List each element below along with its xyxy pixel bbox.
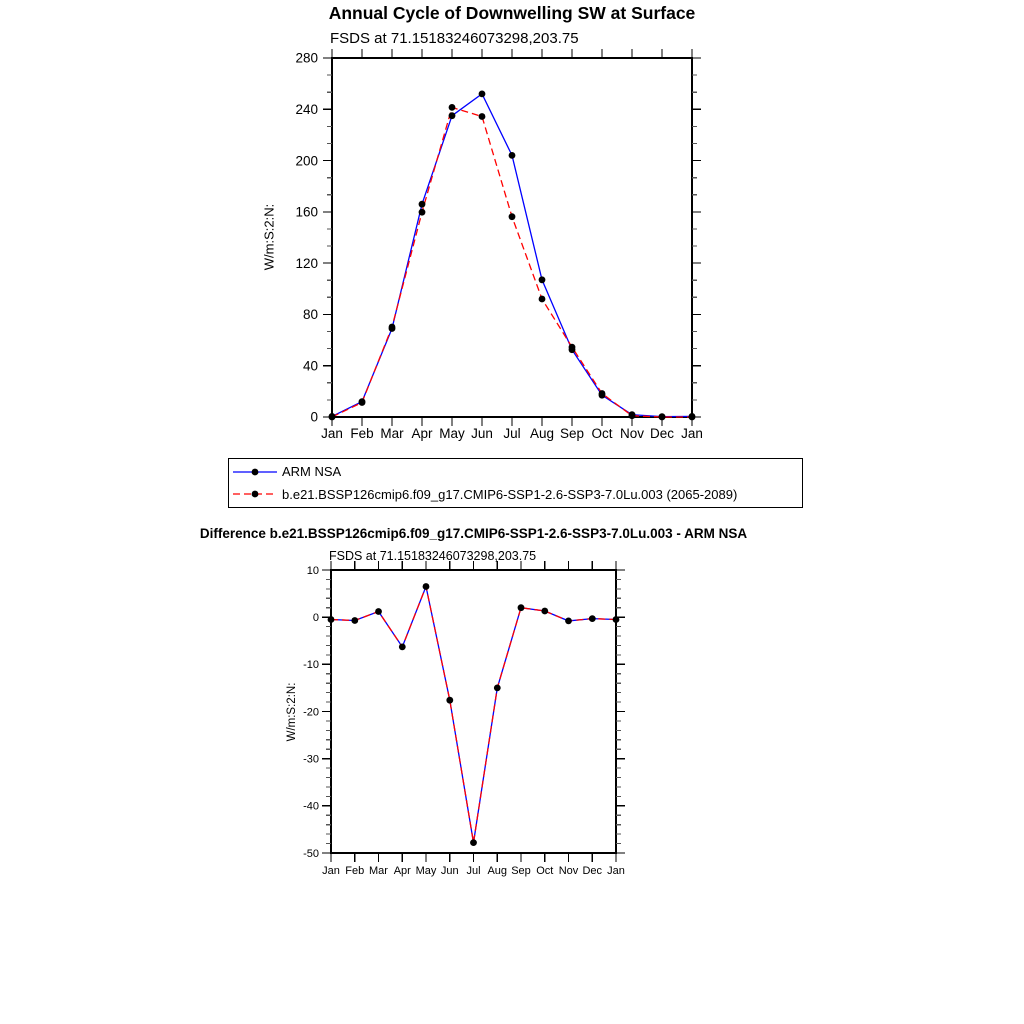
bottom-chart-marker xyxy=(565,618,572,625)
top-chart-x-tick-label: Apr xyxy=(411,426,433,441)
bottom-chart-marker xyxy=(375,608,382,615)
bottom-chart-x-tick-label: Oct xyxy=(536,865,554,877)
bottom-chart-y-tick-label: -40 xyxy=(303,800,319,813)
legend-entry-model xyxy=(232,484,802,504)
bottom-chart-marker xyxy=(351,617,358,624)
bottom-chart-x-tick-label: Nov xyxy=(558,865,579,877)
top-chart-marker xyxy=(629,412,636,419)
legend-marker-dot xyxy=(252,491,259,498)
top-chart-y-axis-label: W/m:S:2:N: xyxy=(261,203,277,271)
top-chart-series xyxy=(329,91,696,421)
bottom-chart-marker xyxy=(470,839,477,846)
top-chart-x-tick-label: Jun xyxy=(471,426,493,441)
top-chart-marker xyxy=(569,344,576,351)
bottom-chart-marker xyxy=(518,604,525,611)
bottom-chart-x-tick-label: Jan xyxy=(607,865,625,877)
legend-line-sample-solid-blue xyxy=(232,466,278,478)
bottom-chart-x-tick-label: Sep xyxy=(511,865,531,877)
top-chart-marker xyxy=(539,276,546,283)
top-chart-x-tick-label: Jan xyxy=(321,426,343,441)
bottom-chart-marker xyxy=(613,616,620,623)
bottom-chart-y-axis-label: W/m:S:2:N: xyxy=(286,682,298,742)
bottom-chart-y-tick-label: -50 xyxy=(303,847,319,860)
legend-entry-arm-nsa xyxy=(232,462,802,482)
top-chart-marker xyxy=(389,324,396,331)
bottom-chart-tick-labels xyxy=(303,565,625,877)
top-chart-x-tick-label: Mar xyxy=(380,426,404,441)
top-chart-x-tick-label: Jan xyxy=(681,426,703,441)
bottom-chart-x-tick-label: Jun xyxy=(440,865,459,877)
bottom-chart-y-tick-label: 0 xyxy=(312,612,319,625)
bottom-chart-marker xyxy=(589,615,596,622)
bottom-chart-series xyxy=(328,583,620,846)
top-chart-x-tick-label: Dec xyxy=(649,426,675,441)
top-chart-x-tick-label: Aug xyxy=(529,426,555,441)
top-chart-marker xyxy=(689,414,696,421)
top-chart-marker xyxy=(419,201,426,208)
top-chart-y-tick-label: 240 xyxy=(295,102,318,118)
top-chart-marker xyxy=(659,414,666,421)
bottom-chart-y-tick-label: 10 xyxy=(306,564,319,577)
bottom-chart-marker xyxy=(446,697,453,704)
top-chart-x-tick-label: May xyxy=(439,426,465,441)
bottom-chart-marker xyxy=(423,583,430,590)
top-chart-marker xyxy=(449,104,456,111)
bottom-chart-x-tick-label: May xyxy=(415,865,437,877)
top-chart-subtitle: FSDS at 71.15183246073298,203.75 xyxy=(330,30,579,47)
bottom-chart-title: Difference b.e21.BSSP126cmip6.f09_g17.CMIP6-SSP1-2.6-SSP3-7.0Lu.003 - ARM NSA xyxy=(199,526,748,541)
top-chart-x-tick-label: Jul xyxy=(503,426,521,441)
top-chart xyxy=(295,49,702,441)
top-chart-marker xyxy=(509,213,516,220)
bottom-chart-x-tick-label: Apr xyxy=(393,865,411,877)
bottom-chart-y-tick-label: -20 xyxy=(303,706,319,719)
top-chart-marker xyxy=(329,414,336,421)
top-chart-x-tick-label: Feb xyxy=(350,426,374,441)
top-chart-y-tick-label: 160 xyxy=(295,204,318,220)
top-chart-y-tick-label: 280 xyxy=(295,50,318,66)
top-chart-title: Annual Cycle of Downwelling SW at Surface xyxy=(328,3,696,23)
top-chart-x-tick-label: Sep xyxy=(559,426,585,441)
top-chart-marker xyxy=(449,112,456,119)
bottom-chart-y-tick-label: -10 xyxy=(303,659,319,672)
top-chart-tick-labels xyxy=(295,51,702,441)
bottom-chart-x-tick-label: Jan xyxy=(322,865,340,877)
bottom-chart-x-tick-label: Feb xyxy=(345,865,365,877)
legend xyxy=(228,458,803,508)
bottom-chart-x-tick-label: Aug xyxy=(487,865,508,877)
legend-label-model: b.e21.BSSP126cmip6.f09_g17.CMIP6-SSP1-2.6-SSP3-7.0Lu.003 (2065-2089) xyxy=(282,486,738,502)
top-chart-marker xyxy=(509,152,516,159)
top-chart-y-tick-label: 40 xyxy=(302,358,318,374)
bottom-chart-plot-box xyxy=(331,570,616,853)
bottom-chart-marker xyxy=(399,644,406,651)
bottom-chart-marker xyxy=(328,616,335,623)
bottom-chart-axes xyxy=(322,561,625,862)
bottom-chart-series-line-1 xyxy=(331,587,616,843)
top-chart-y-tick-label: 200 xyxy=(295,153,318,169)
legend-line-sample-dashed-red xyxy=(232,488,278,500)
bottom-chart-x-tick-label: Dec xyxy=(582,865,603,877)
top-chart-y-tick-label: 80 xyxy=(302,307,318,323)
top-chart-y-tick-label: 0 xyxy=(310,409,318,425)
bottom-chart-subtitle: FSDS at 71.15183246073298,203.75 xyxy=(329,549,537,563)
bottom-chart-marker xyxy=(494,685,501,692)
top-chart-y-tick-label: 120 xyxy=(295,255,318,271)
bottom-chart-x-tick-label: Mar xyxy=(369,865,388,877)
top-chart-marker xyxy=(479,91,486,98)
bottom-chart-marker xyxy=(541,608,548,615)
top-chart-x-tick-label: Oct xyxy=(591,426,613,441)
bottom-chart-y-tick-label: -30 xyxy=(303,753,319,766)
top-chart-marker xyxy=(359,399,366,406)
top-chart-marker xyxy=(599,390,606,397)
top-chart-plot-box xyxy=(332,58,692,417)
top-chart-marker xyxy=(479,113,486,120)
top-chart-marker xyxy=(419,209,426,216)
top-chart-marker xyxy=(539,296,546,303)
top-chart-x-tick-label: Nov xyxy=(619,426,645,441)
bottom-chart-series-line-0 xyxy=(331,587,616,843)
bottom-chart xyxy=(303,561,625,877)
bottom-chart-x-tick-label: Jul xyxy=(466,865,481,877)
legend-marker-dot xyxy=(252,468,259,475)
top-chart-series-line-0 xyxy=(332,94,692,417)
top-chart-axes xyxy=(323,49,701,426)
legend-label-arm-nsa: ARM NSA xyxy=(282,464,342,480)
